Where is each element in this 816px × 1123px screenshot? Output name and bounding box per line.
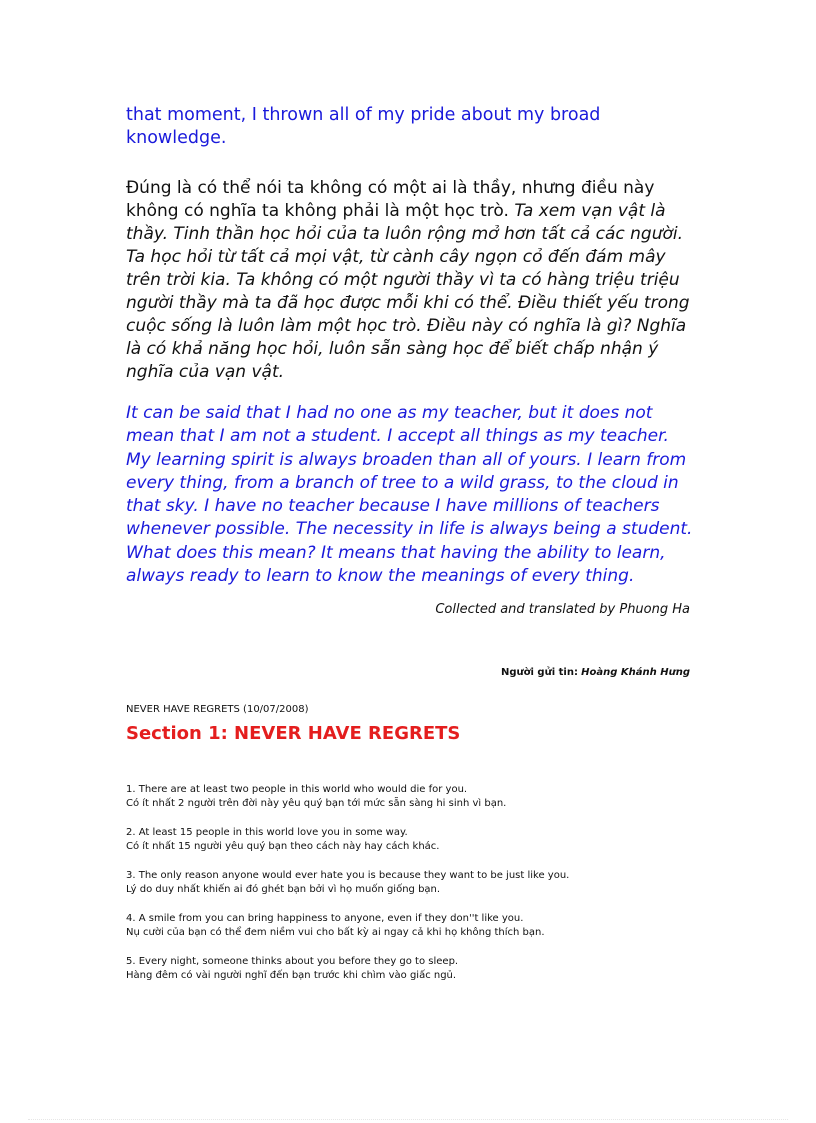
vietnamese-italic-text: Ta xem vạn vật là thầy. Tinh thần học hỏi của ta luôn rộng mở hơn tất cả các người. Ta học hỏi từ tất cả mọi vật, từ cành cây ngọn cỏ đến đám mây trên trời kia. Ta không có một người thầy vì ta có hàng triệu triệu người thầy mà ta đã học được mỗi khi có thể. Điều thiết yếu trong cuộc sống là luôn làm một học trò. Điều này có nghĩa là gì? Nghĩa là có khả năng học hỏi, luôn sẵn sàng học để biết chấp nhận ý nghĩa của vạn vật. <box>126 201 690 382</box>
vietnamese-paragraph <box>126 177 696 384</box>
item-vietnamese: Lý do duy nhất khiến ai đó ghét bạn bởi vì họ muốn giống bạn. <box>126 884 441 896</box>
item-vietnamese: Hàng đêm có vài người nghĩ đến bạn trước khi chìm vào giấc ngủ. <box>126 970 457 982</box>
english-paragraph: It can be said that I had no one as my teacher, but it does not mean that I am not a student. I accept all things as my teacher. My learning spirit is always broaden than all of yours. I learn from every thing, from a branch of tree to a wild grass, to the cloud in that sky. I have no teacher because I have millions of teachers whenever possible. The necessity in life is always being a student. What does this mean? It means that having the ability to learn, always ready to learn to know the meanings of every thing. <box>126 403 693 587</box>
item-vietnamese: Có ít nhất 15 người yêu quý bạn theo cách này hay cách khác. <box>126 841 440 853</box>
list-item <box>126 955 696 983</box>
page-bottom-divider <box>28 1119 788 1120</box>
item-vietnamese: Có ít nhất 2 người trên đời này yêu quý bạn tới mức sẵn sàng hi sinh vì bạn. <box>126 798 507 810</box>
sender-label: Người gửi tin: <box>501 667 578 679</box>
item-english: 4. A smile from you can bring happiness to anyone, even if they don''t like you. <box>126 913 524 925</box>
section-title: Section 1: NEVER HAVE REGRETS <box>126 723 461 745</box>
translation-credit: Collected and translated by Phuong Ha <box>435 602 690 618</box>
item-english: 1. There are at least two people in this world who would die for you. <box>126 784 468 796</box>
list-item <box>126 783 696 811</box>
intro-tail-text: that moment, I thrown all of my pride about my broad knowledge. <box>126 105 601 148</box>
regrets-list <box>126 783 696 983</box>
item-english: 2. At least 15 people in this world love you in some way. <box>126 827 408 839</box>
post-date-line: NEVER HAVE REGRETS (10/07/2008) <box>126 704 309 716</box>
list-item <box>126 869 696 897</box>
item-english: 3. The only reason anyone would ever hate you is because they want to be just like you. <box>126 870 570 882</box>
sender-line <box>126 667 690 678</box>
sender-name: Hoàng Khánh Hưng <box>581 667 690 679</box>
vietnamese-normal-text: Đúng là có thể nói ta không có một ai là thầy, nhưng điều này không có nghĩa ta không phải là một học trò. <box>126 178 655 221</box>
document-page <box>126 104 696 998</box>
item-vietnamese: Nụ cười của bạn có thể đem niềm vui cho bất kỳ ai ngay cả khi họ không thích bạn. <box>126 927 545 939</box>
item-english: 5. Every night, someone thinks about you before they go to sleep. <box>126 956 459 968</box>
list-item <box>126 826 696 854</box>
list-item <box>126 912 696 940</box>
